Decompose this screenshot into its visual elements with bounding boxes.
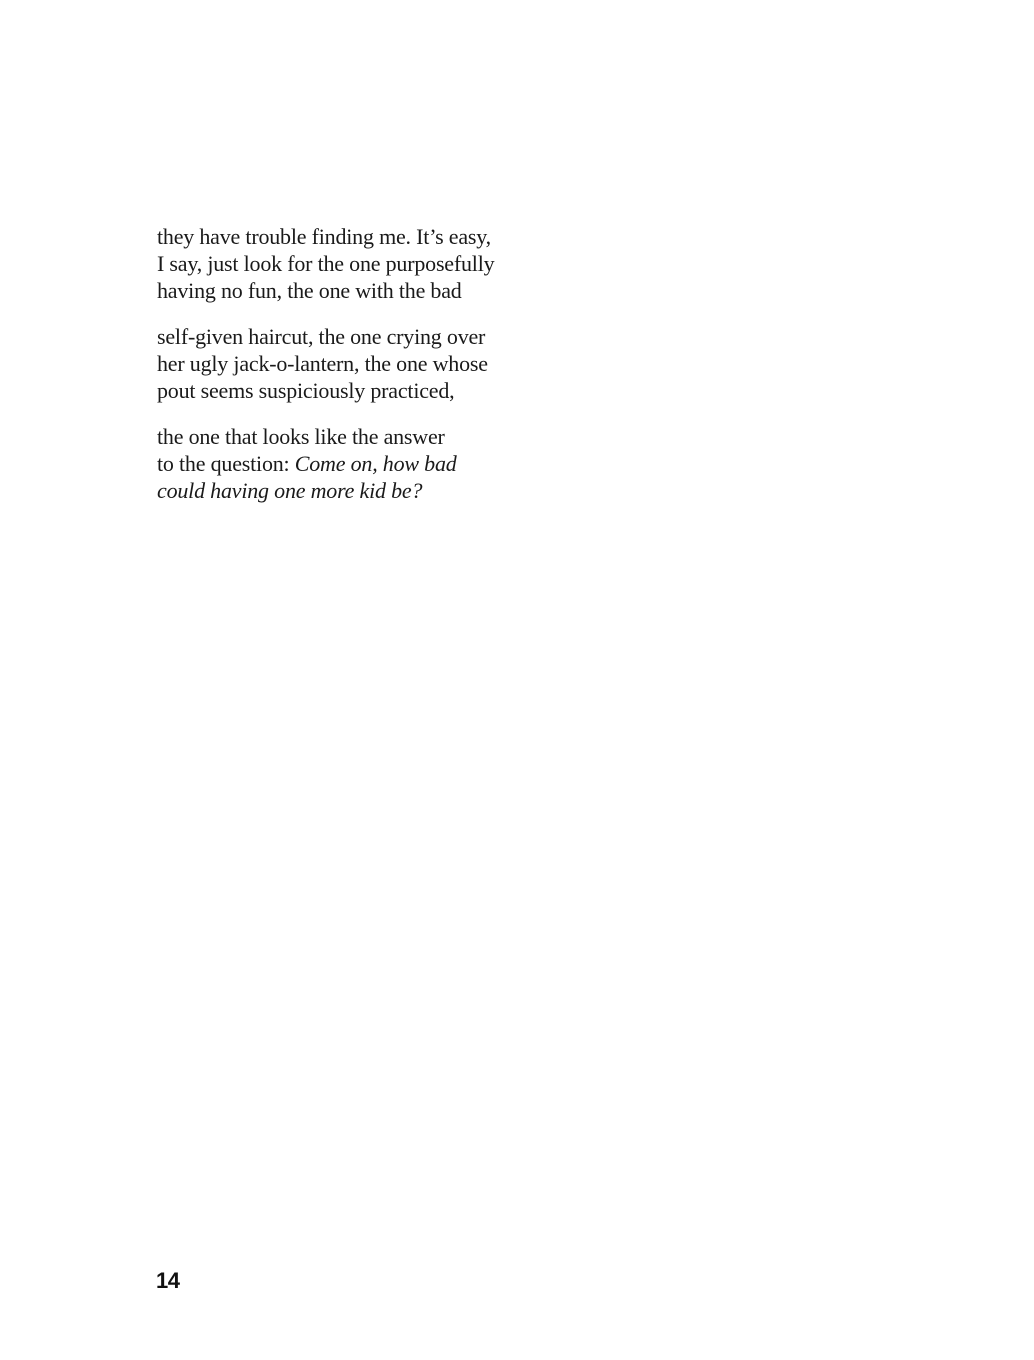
poem-line: they have trouble finding me. It’s easy, (157, 224, 491, 249)
poem-line-lead: to the question: (157, 451, 295, 476)
page-number: 14 (156, 1268, 180, 1293)
poem-line-with-italic (157, 450, 577, 477)
poem-italic-question: Come on, how bad (294, 451, 457, 476)
poem-italic-line: could having one more kid be? (157, 478, 423, 503)
stanza-1 (157, 223, 577, 304)
poem-line: having no fun, the one with the bad (157, 278, 462, 303)
stanza-2 (157, 323, 577, 404)
poem-line: her ugly jack-o-lantern, the one whose (157, 351, 488, 376)
poem-line: self-given haircut, the one crying over (157, 324, 486, 349)
stanza-3 (157, 423, 577, 504)
poem-line: I say, just look for the one purposefully (157, 251, 495, 276)
poem-body (157, 223, 577, 523)
poem-line: pout seems suspiciously practiced, (157, 378, 455, 403)
poem-line: the one that looks like the answer (157, 424, 445, 449)
